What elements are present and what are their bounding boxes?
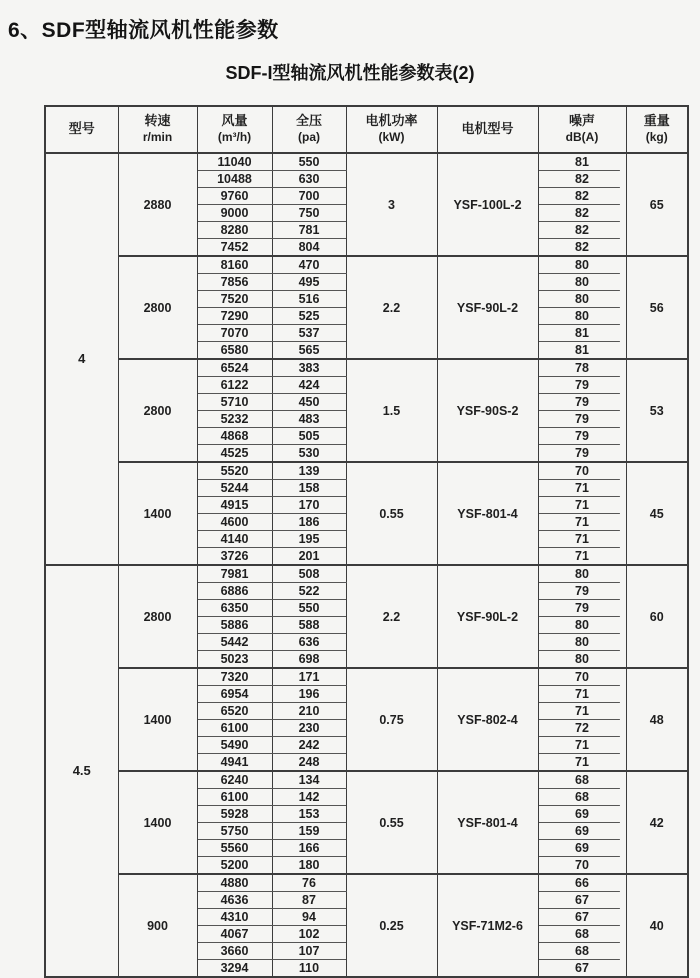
flow-cell: 7856 xyxy=(197,274,272,291)
speed-cell: 2800 xyxy=(118,359,197,462)
flow-cell: 5750 xyxy=(197,823,272,840)
pressure-cell: 110 xyxy=(272,960,346,978)
flow-cell: 3660 xyxy=(197,943,272,960)
noise-cell: 70 xyxy=(538,857,626,875)
flow-cell: 4140 xyxy=(197,531,272,548)
pressure-cell: 94 xyxy=(272,909,346,926)
table-body xyxy=(45,153,688,977)
pressure-cell: 470 xyxy=(272,256,346,274)
noise-cell: 68 xyxy=(538,771,626,789)
speed-cell: 900 xyxy=(118,874,197,977)
column-header-1: 转速 r/min xyxy=(118,106,197,153)
noise-cell: 79 xyxy=(538,428,626,445)
pressure-cell: 242 xyxy=(272,737,346,754)
table-row xyxy=(45,874,688,892)
noise-cell: 81 xyxy=(538,342,626,360)
flow-cell: 6886 xyxy=(197,583,272,600)
noise-cell: 79 xyxy=(538,583,626,600)
noise-cell: 68 xyxy=(538,943,626,960)
flow-cell: 6350 xyxy=(197,600,272,617)
flow-cell: 6122 xyxy=(197,377,272,394)
pressure-cell: 107 xyxy=(272,943,346,960)
noise-cell: 79 xyxy=(538,411,626,428)
speed-cell: 2800 xyxy=(118,565,197,668)
power-cell: 2.2 xyxy=(346,256,437,359)
speed-cell: 2880 xyxy=(118,153,197,256)
flow-cell: 7981 xyxy=(197,565,272,583)
pressure-cell: 210 xyxy=(272,703,346,720)
pressure-cell: 636 xyxy=(272,634,346,651)
power-cell: 0.55 xyxy=(346,462,437,565)
flow-cell: 4636 xyxy=(197,892,272,909)
noise-cell: 82 xyxy=(538,222,626,239)
noise-cell: 79 xyxy=(538,377,626,394)
flow-cell: 3726 xyxy=(197,548,272,566)
pressure-cell: 195 xyxy=(272,531,346,548)
motor-model-cell: YSF-90L-2 xyxy=(437,256,538,359)
flow-cell: 5560 xyxy=(197,840,272,857)
noise-cell: 71 xyxy=(538,497,626,514)
flow-cell: 7452 xyxy=(197,239,272,257)
noise-cell: 69 xyxy=(538,840,626,857)
table-row xyxy=(45,359,688,377)
pressure-cell: 495 xyxy=(272,274,346,291)
speed-cell: 1400 xyxy=(118,462,197,565)
flow-cell: 3294 xyxy=(197,960,272,978)
pressure-cell: 76 xyxy=(272,874,346,892)
column-header-2: 风量 (m³/h) xyxy=(197,106,272,153)
noise-cell: 79 xyxy=(538,394,626,411)
noise-cell: 82 xyxy=(538,205,626,222)
flow-cell: 5520 xyxy=(197,462,272,480)
power-cell: 3 xyxy=(346,153,437,256)
flow-cell: 6100 xyxy=(197,720,272,737)
pressure-cell: 750 xyxy=(272,205,346,222)
noise-cell: 80 xyxy=(538,308,626,325)
flow-cell: 7290 xyxy=(197,308,272,325)
flow-cell: 4915 xyxy=(197,497,272,514)
flow-cell: 9760 xyxy=(197,188,272,205)
model-cell: 4.5 xyxy=(45,565,118,977)
model-cell: 4 xyxy=(45,153,118,565)
noise-cell: 81 xyxy=(538,325,626,342)
table-title: SDF-I型轴流风机性能参数表(2) xyxy=(225,63,475,83)
speed-cell: 1400 xyxy=(118,771,197,874)
pressure-cell: 781 xyxy=(272,222,346,239)
flow-cell: 10488 xyxy=(197,171,272,188)
pressure-cell: 804 xyxy=(272,239,346,257)
noise-cell: 71 xyxy=(538,754,626,772)
pressure-cell: 102 xyxy=(272,926,346,943)
pressure-cell: 166 xyxy=(272,840,346,857)
flow-cell: 4600 xyxy=(197,514,272,531)
power-cell: 0.75 xyxy=(346,668,437,771)
motor-model-cell: YSF-90S-2 xyxy=(437,359,538,462)
pressure-cell: 505 xyxy=(272,428,346,445)
table-row xyxy=(45,256,688,274)
noise-cell: 71 xyxy=(538,480,626,497)
weight-cell: 40 xyxy=(626,874,688,977)
pressure-cell: 522 xyxy=(272,583,346,600)
pressure-cell: 630 xyxy=(272,171,346,188)
flow-cell: 4067 xyxy=(197,926,272,943)
noise-cell: 72 xyxy=(538,720,626,737)
pressure-cell: 565 xyxy=(272,342,346,360)
noise-cell: 80 xyxy=(538,256,626,274)
flow-cell: 5710 xyxy=(197,394,272,411)
pressure-cell: 186 xyxy=(272,514,346,531)
flow-cell: 7320 xyxy=(197,668,272,686)
flow-cell: 5928 xyxy=(197,806,272,823)
noise-cell: 70 xyxy=(538,668,626,686)
flow-cell: 5244 xyxy=(197,480,272,497)
pressure-cell: 158 xyxy=(272,480,346,497)
noise-cell: 78 xyxy=(538,359,626,377)
noise-cell: 82 xyxy=(538,239,626,257)
pressure-cell: 383 xyxy=(272,359,346,377)
weight-cell: 56 xyxy=(626,256,688,359)
column-header-3: 全压 (pa) xyxy=(272,106,346,153)
motor-model-cell: YSF-100L-2 xyxy=(437,153,538,256)
flow-cell: 6240 xyxy=(197,771,272,789)
motor-model-cell: YSF-801-4 xyxy=(437,462,538,565)
flow-cell: 5023 xyxy=(197,651,272,669)
pressure-cell: 424 xyxy=(272,377,346,394)
noise-cell: 68 xyxy=(538,926,626,943)
flow-cell: 9000 xyxy=(197,205,272,222)
pressure-cell: 248 xyxy=(272,754,346,772)
weight-cell: 42 xyxy=(626,771,688,874)
pressure-cell: 180 xyxy=(272,857,346,875)
speed-cell: 2800 xyxy=(118,256,197,359)
table-row xyxy=(45,565,688,583)
table-header xyxy=(45,106,688,153)
table-row xyxy=(45,153,688,171)
pressure-cell: 588 xyxy=(272,617,346,634)
pressure-cell: 550 xyxy=(272,600,346,617)
pressure-cell: 196 xyxy=(272,686,346,703)
noise-cell: 67 xyxy=(538,960,626,978)
pressure-cell: 525 xyxy=(272,308,346,325)
noise-cell: 80 xyxy=(538,291,626,308)
flow-cell: 5200 xyxy=(197,857,272,875)
noise-cell: 82 xyxy=(538,188,626,205)
pressure-cell: 87 xyxy=(272,892,346,909)
flow-cell: 8280 xyxy=(197,222,272,239)
flow-cell: 4310 xyxy=(197,909,272,926)
flow-cell: 6520 xyxy=(197,703,272,720)
noise-cell: 71 xyxy=(538,531,626,548)
fan-performance-table xyxy=(44,105,689,978)
noise-cell: 68 xyxy=(538,789,626,806)
pressure-cell: 537 xyxy=(272,325,346,342)
noise-cell: 80 xyxy=(538,565,626,583)
noise-cell: 80 xyxy=(538,617,626,634)
column-header-7: 重量 (kg) xyxy=(626,106,688,153)
pressure-cell: 483 xyxy=(272,411,346,428)
flow-cell: 6954 xyxy=(197,686,272,703)
flow-cell: 6580 xyxy=(197,342,272,360)
pressure-cell: 516 xyxy=(272,291,346,308)
flow-cell: 6100 xyxy=(197,789,272,806)
weight-cell: 45 xyxy=(626,462,688,565)
flow-cell: 11040 xyxy=(197,153,272,171)
flow-cell: 4868 xyxy=(197,428,272,445)
noise-cell: 70 xyxy=(538,462,626,480)
flow-cell: 5886 xyxy=(197,617,272,634)
noise-cell: 67 xyxy=(538,909,626,926)
pressure-cell: 450 xyxy=(272,394,346,411)
noise-cell: 69 xyxy=(538,823,626,840)
table-row xyxy=(45,668,688,686)
noise-cell: 71 xyxy=(538,737,626,754)
weight-cell: 48 xyxy=(626,668,688,771)
power-cell: 0.25 xyxy=(346,874,437,977)
power-cell: 1.5 xyxy=(346,359,437,462)
flow-cell: 6524 xyxy=(197,359,272,377)
column-header-5: 电机型号 xyxy=(437,106,538,153)
motor-model-cell: YSF-90L-2 xyxy=(437,565,538,668)
pressure-cell: 550 xyxy=(272,153,346,171)
pressure-cell: 153 xyxy=(272,806,346,823)
flow-cell: 4525 xyxy=(197,445,272,463)
pressure-cell: 700 xyxy=(272,188,346,205)
flow-cell: 5442 xyxy=(197,634,272,651)
noise-cell: 71 xyxy=(538,686,626,703)
column-header-4: 电机功率 (kW) xyxy=(346,106,437,153)
column-header-0: 型号 xyxy=(45,106,118,153)
noise-cell: 69 xyxy=(538,806,626,823)
pressure-cell: 170 xyxy=(272,497,346,514)
noise-cell: 66 xyxy=(538,874,626,892)
motor-model-cell: YSF-802-4 xyxy=(437,668,538,771)
pressure-cell: 508 xyxy=(272,565,346,583)
noise-cell: 79 xyxy=(538,445,626,463)
noise-cell: 80 xyxy=(538,634,626,651)
noise-cell: 79 xyxy=(538,600,626,617)
pressure-cell: 698 xyxy=(272,651,346,669)
flow-cell: 4941 xyxy=(197,754,272,772)
noise-cell: 82 xyxy=(538,171,626,188)
weight-cell: 60 xyxy=(626,565,688,668)
noise-cell: 80 xyxy=(538,651,626,669)
noise-cell: 71 xyxy=(538,703,626,720)
pressure-cell: 530 xyxy=(272,445,346,463)
noise-cell: 81 xyxy=(538,153,626,171)
motor-model-cell: YSF-801-4 xyxy=(437,771,538,874)
pressure-cell: 134 xyxy=(272,771,346,789)
flow-cell: 7070 xyxy=(197,325,272,342)
page-title: 6、SDF型轴流风机性能参数 xyxy=(8,19,279,42)
power-cell: 2.2 xyxy=(346,565,437,668)
noise-cell: 71 xyxy=(538,548,626,566)
weight-cell: 53 xyxy=(626,359,688,462)
column-header-6: 噪声 dB(A) xyxy=(538,106,626,153)
table-header-row xyxy=(45,106,688,153)
pressure-cell: 142 xyxy=(272,789,346,806)
flow-cell: 8160 xyxy=(197,256,272,274)
power-cell: 0.55 xyxy=(346,771,437,874)
flow-cell: 4880 xyxy=(197,874,272,892)
pressure-cell: 171 xyxy=(272,668,346,686)
pressure-cell: 139 xyxy=(272,462,346,480)
weight-cell: 65 xyxy=(626,153,688,256)
pressure-cell: 230 xyxy=(272,720,346,737)
flow-cell: 5490 xyxy=(197,737,272,754)
noise-cell: 71 xyxy=(538,514,626,531)
pressure-cell: 159 xyxy=(272,823,346,840)
noise-cell: 80 xyxy=(538,274,626,291)
noise-cell: 67 xyxy=(538,892,626,909)
table-row xyxy=(45,462,688,480)
pressure-cell: 201 xyxy=(272,548,346,566)
speed-cell: 1400 xyxy=(118,668,197,771)
flow-cell: 5232 xyxy=(197,411,272,428)
flow-cell: 7520 xyxy=(197,291,272,308)
motor-model-cell: YSF-71M2-6 xyxy=(437,874,538,977)
table-row xyxy=(45,771,688,789)
